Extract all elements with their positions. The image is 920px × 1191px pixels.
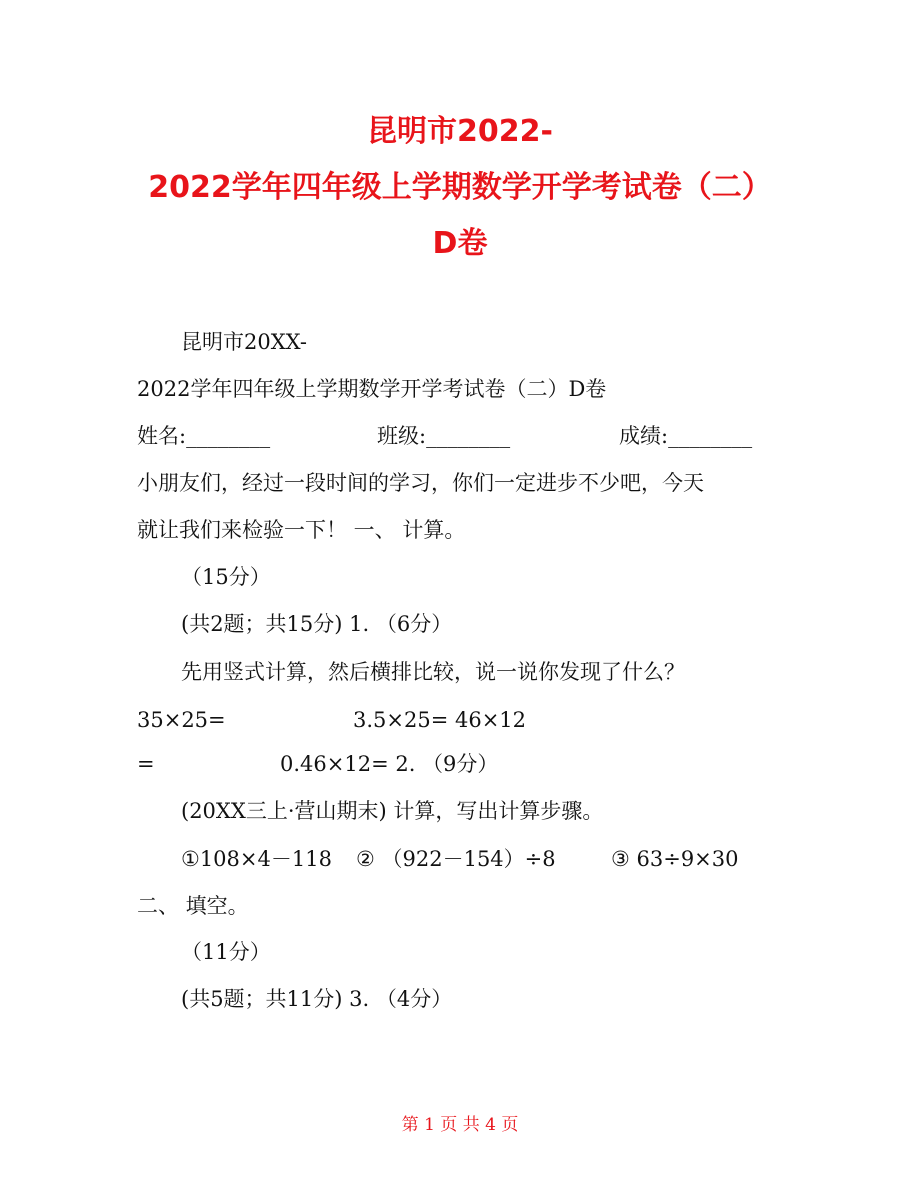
document-title <box>0 104 920 272</box>
title-line-2: 2022学年四年级上学期数学开学考试卷（二） <box>148 170 772 205</box>
calc-item-1: ①108×4－118 <box>181 847 332 871</box>
class-field-label: 班级:________ <box>377 424 511 448</box>
equation-line-1b: 3.5×25= 46×12 <box>353 708 527 732</box>
intro-line-1: 小朋友们，经过一段时间的学习，你们一定进步不少吧，今天 <box>137 471 704 495</box>
page-footer: 第 1 页 共 4 页 <box>401 1115 519 1135</box>
calc-item-3: ③ 63÷9×30 <box>611 847 739 871</box>
section-2-heading: 二、 填空。 <box>137 894 249 918</box>
score-field-label: 成绩:________ <box>619 424 753 448</box>
body-line-heading-2: 2022学年四年级上学期数学开学考试卷（二）D卷 <box>137 377 607 401</box>
question-1-instruction: 先用竖式计算，然后横排比较，说一说你发现了什么？ <box>181 660 685 684</box>
calc-item-2: ② （922－154）÷8 <box>356 847 556 871</box>
name-field-label: 姓名:________ <box>137 424 271 448</box>
section-1-points: （15分） <box>181 565 271 589</box>
equation-line-1a: 35×25= <box>137 708 226 732</box>
equation-line-2a: = <box>137 752 155 776</box>
title-line-3: D卷 <box>432 226 488 261</box>
intro-line-2: 就让我们来检验一下！ 一、 计算。 <box>137 518 466 542</box>
title-line-1: 昆明市2022- <box>367 114 553 149</box>
equation-line-2b: 0.46×12= 2. （9分） <box>280 752 499 776</box>
section-2-points: （11分） <box>181 940 271 964</box>
question-2-instruction: (20XX三上·营山期末) 计算，写出计算步骤。 <box>181 799 604 823</box>
question-3-header: (共5题；共11分) 3. （4分） <box>181 987 453 1011</box>
question-1-header: (共2题；共15分) 1. （6分） <box>181 612 453 636</box>
body-line-heading-1: 昆明市20XX- <box>181 330 307 354</box>
